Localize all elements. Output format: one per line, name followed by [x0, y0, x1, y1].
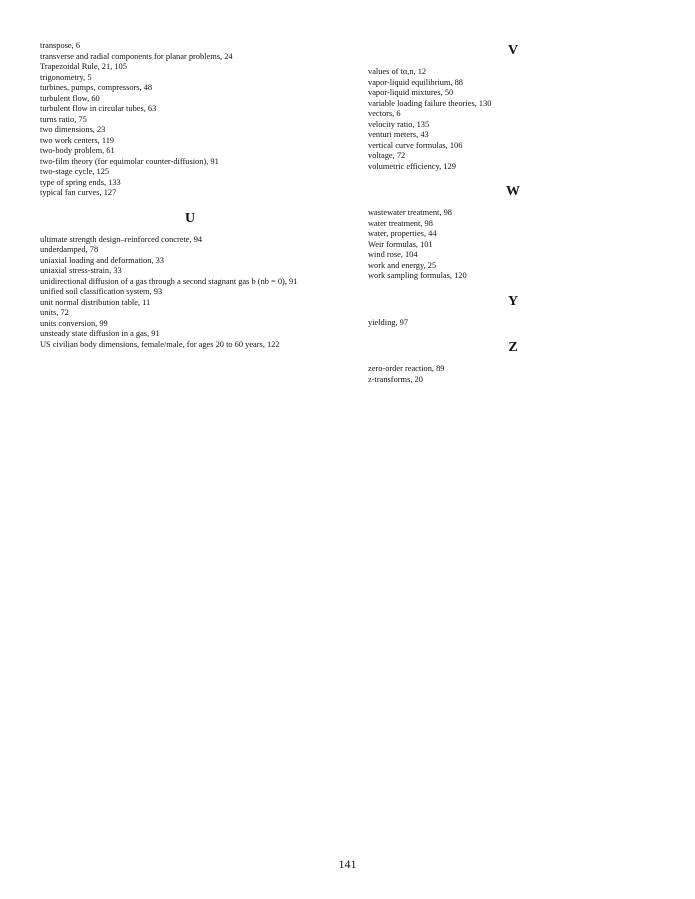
index-entry: trigonometry, 5	[40, 72, 92, 82]
index-right-column	[368, 41, 658, 385]
index-entry: US civilian body dimensions, female/male, for ages 20 to 60 years, 122	[40, 339, 280, 349]
index-entry: two work centers, 119	[40, 135, 115, 145]
index-entry: two-body problem, 61	[40, 146, 115, 155]
index-entry: turbines, pumps, compressors, 48	[40, 83, 153, 92]
index-entry: unit normal distribution table, 11	[40, 297, 151, 307]
u-entries	[40, 235, 340, 351]
index-entry: transverse and radial components for planar problems, 24	[40, 51, 233, 61]
index-entry: venturi meters, 43	[368, 130, 429, 139]
index-entry: variable loading failure theories, 130	[368, 98, 492, 108]
index-left-column	[40, 41, 340, 350]
index-entry: values of tα,n, 12	[368, 67, 427, 76]
index-entry: uniaxial loading and deformation, 33	[40, 255, 164, 265]
index-entry: velocity ratio, 135	[368, 119, 430, 129]
index-entry: voltage, 72	[368, 151, 406, 160]
index-entry: vertical curve formulas, 106	[368, 140, 463, 150]
section-heading-v: V	[507, 43, 519, 58]
index-entry: unidirectional diffusion of a gas through a second stagnant gas b (nb = 0), 91	[40, 276, 298, 286]
z-entries	[368, 364, 658, 385]
index-entry: vapor-liquid mixtures, 50	[368, 88, 454, 97]
index-entry: two-film theory (for equimolar counter-diffusion), 91	[40, 156, 219, 166]
index-entry: typical fan curves, 127	[40, 188, 117, 197]
index-entry: units, 72	[40, 308, 69, 317]
index-entry: turbulent flow in circular tubes, 63	[40, 104, 157, 113]
section-heading-y: Y	[507, 293, 519, 309]
index-entry: volumetric efficiency, 129	[368, 161, 456, 171]
index-entry: vectors, 6	[368, 109, 401, 118]
v-entries	[368, 67, 658, 172]
index-entry: wind rose, 104	[368, 250, 418, 259]
t-entries	[40, 41, 340, 199]
index-entry: unified soil classification system, 93	[40, 287, 163, 296]
index-entry: type of spring ends, 133	[40, 177, 121, 187]
index-entry: turns ratio, 75	[40, 114, 87, 124]
index-entry: unsteady state diffusion in a gas, 91	[40, 329, 160, 338]
index-entry: turbulent flow, 60	[40, 93, 100, 103]
index-entry: transpose, 6	[40, 41, 81, 50]
index-entry: water, properties, 44	[368, 229, 437, 238]
index-entry: two-stage cycle, 125	[40, 167, 110, 176]
index-entry: units conversion, 99	[40, 318, 108, 328]
index-entry: zero-order reaction, 89	[368, 364, 445, 373]
index-entry: wastewater treatment, 98	[368, 208, 452, 217]
index-entry: work sampling formulas, 120	[368, 271, 467, 280]
index-entry: ultimate strength design–reinforced concrete, 94	[40, 234, 203, 244]
index-entry: two dimensions, 23	[40, 125, 106, 134]
index-entry: water treatment, 98	[368, 218, 433, 228]
page-number: 141	[338, 857, 357, 871]
section-heading-w: W	[506, 184, 520, 199]
y-entries	[368, 318, 658, 329]
index-entry: uniaxial stress-strain, 33	[40, 266, 122, 275]
index-entry: z-transforms, 20	[368, 374, 423, 384]
section-heading-z: Z	[508, 340, 518, 355]
index-entry: work and energy, 25	[368, 260, 437, 270]
index-entry: yielding, 97	[368, 317, 409, 327]
section-heading-u: U	[184, 210, 196, 226]
index-entry: Weir formulas, 101	[368, 239, 433, 249]
index-entry: Trapezoidal Rule, 21, 105	[40, 62, 127, 71]
index-entry: vapor-liquid equilibrium, 88	[368, 77, 463, 87]
index-entry: underdamped, 78	[40, 245, 99, 254]
w-entries	[368, 208, 658, 282]
